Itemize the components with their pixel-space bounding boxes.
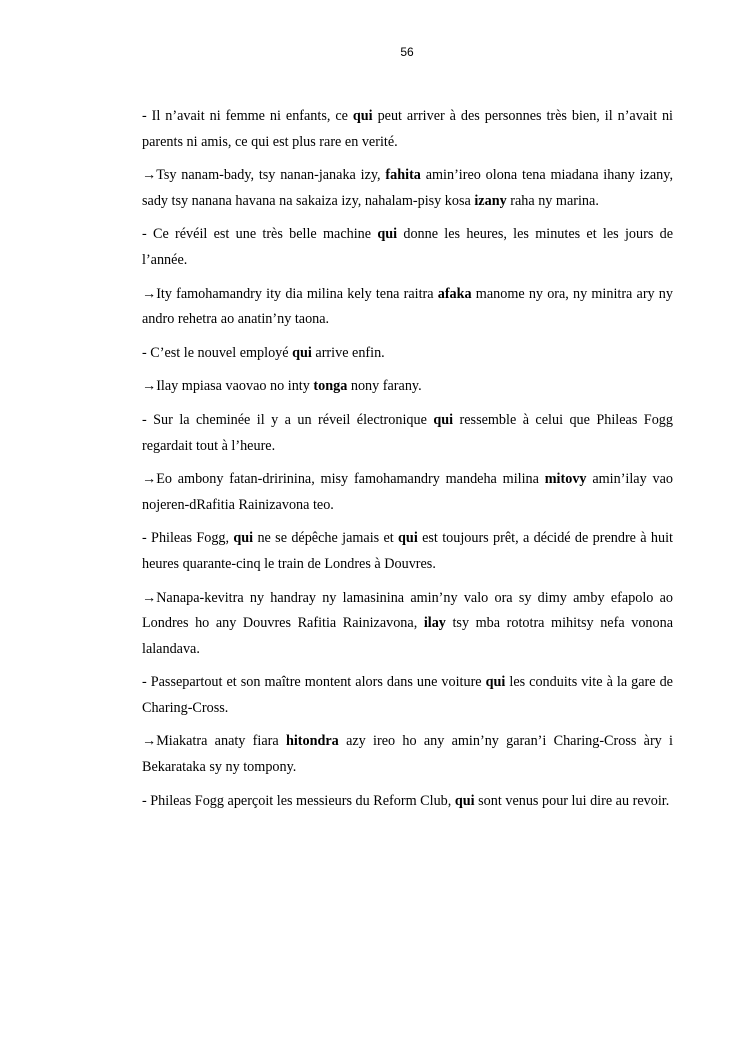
bold-segment: ilay	[423, 615, 446, 632]
text-segment: →Nanapa-kevitra ny handray ny lamasinina amin’ny valo ora sy dimy amby efapolo ao Londres ho any Douvres Rafitia Rainizavona,	[142, 589, 673, 632]
text-segment: - C’est le nouvel employé	[142, 344, 293, 361]
bold-segment: tonga	[313, 378, 348, 395]
bold-segment: qui	[292, 344, 312, 361]
paragraph-p1	[142, 104, 673, 155]
paragraph-p10	[142, 586, 673, 663]
paragraph-p12	[142, 729, 673, 780]
text-segment: →Tsy nanam-bady, tsy nanan-janaka izy,	[142, 167, 386, 184]
text-segment: - Passepartout et son maître montent alors dans une voiture	[142, 674, 486, 691]
bold-segment: hitondra	[285, 733, 339, 750]
text-segment: raha ny marina.	[506, 192, 599, 209]
text-segment: peut arriver à des personnes très bien, il n’avait ni parents ni amis, ce qui est plus rare en verité.	[142, 108, 673, 150]
text-segment: - Il n’avait ni femme ni enfants, ce	[142, 108, 353, 124]
text-segment: - Sur la cheminée il y a un réveil électronique	[142, 411, 434, 428]
text-segment: donne les heures, les minutes et les jours de l’année.	[142, 226, 673, 268]
paragraph-p8	[142, 467, 673, 518]
paragraph-p3	[142, 222, 673, 273]
text-segment: amin’ilay vao nojeren-dRafitia Rainizavona teo.	[142, 471, 673, 513]
text-segment: tsy mba rototra mihitsy nefa vonona lalandava.	[142, 615, 673, 657]
paragraph-p4	[142, 282, 673, 333]
bold-segment: qui	[377, 226, 398, 243]
paragraph-p6	[142, 374, 673, 400]
text-segment: →Eo ambony fatan-dririnina, misy famohamandry mandeha milina	[142, 471, 545, 488]
bold-segment: fahita	[385, 167, 421, 184]
paragraph-p7	[142, 408, 673, 459]
text-segment: - Phileas Fogg aperçoit les messieurs du Reform Club,	[142, 792, 455, 809]
bold-segment: qui	[485, 674, 506, 691]
text-segment: - Ce révéil est une très belle machine	[142, 226, 378, 243]
text-segment: manome ny ora, ny minitra ary ny andro rehetra ao anatin’ny taona.	[142, 285, 673, 328]
document-body	[142, 104, 673, 822]
text-segment: →Ity famohamandry ity dia milina kely tena raitra	[142, 285, 438, 302]
paragraph-p11	[142, 670, 673, 721]
text-segment: sont venus pour lui dire au revoir.	[474, 792, 670, 809]
text-segment: nony farany.	[347, 378, 422, 395]
bold-segment: afaka	[437, 285, 472, 302]
text-segment: →Miakatra anaty fiara	[142, 733, 286, 750]
bold-segment: qui	[233, 530, 254, 547]
page-number: 56	[400, 45, 414, 59]
text-segment: ne se dépêche jamais et	[253, 530, 399, 547]
paragraph-p9	[142, 526, 673, 577]
text-segment: ressemble à celui que Phileas Fogg regardait tout à l’heure.	[142, 411, 673, 454]
text-segment: arrive enfin.	[311, 344, 385, 361]
paragraph-p13	[142, 789, 673, 815]
bold-segment: izany	[474, 192, 507, 209]
paragraph-p2	[142, 163, 673, 214]
text-segment: amin’ireo olona tena miadana ihany izany, sady tsy nanana havana na sakaiza izy, nahalam-pisy kosa	[142, 167, 673, 209]
bold-segment: qui	[454, 792, 475, 809]
text-segment: →Ilay mpiasa vaovao no inty	[142, 378, 314, 395]
bold-segment: mitovy	[544, 471, 587, 488]
text-segment: les conduits vite à la gare de Charing-Cross.	[142, 674, 673, 716]
text-segment: - Phileas Fogg,	[142, 530, 234, 547]
bold-segment: qui	[433, 411, 454, 428]
bold-segment: qui	[352, 108, 373, 124]
text-segment: est toujours prêt, a décidé de prendre à huit heures quarante-cinq le train de Londres à Douvres.	[142, 530, 673, 572]
text-segment: azy ireo ho any amin’ny garan’i Charing-Cross àry i Bekarataka sy ny tompony.	[142, 733, 673, 776]
bold-segment: qui	[398, 530, 418, 547]
paragraph-p5	[142, 341, 673, 367]
